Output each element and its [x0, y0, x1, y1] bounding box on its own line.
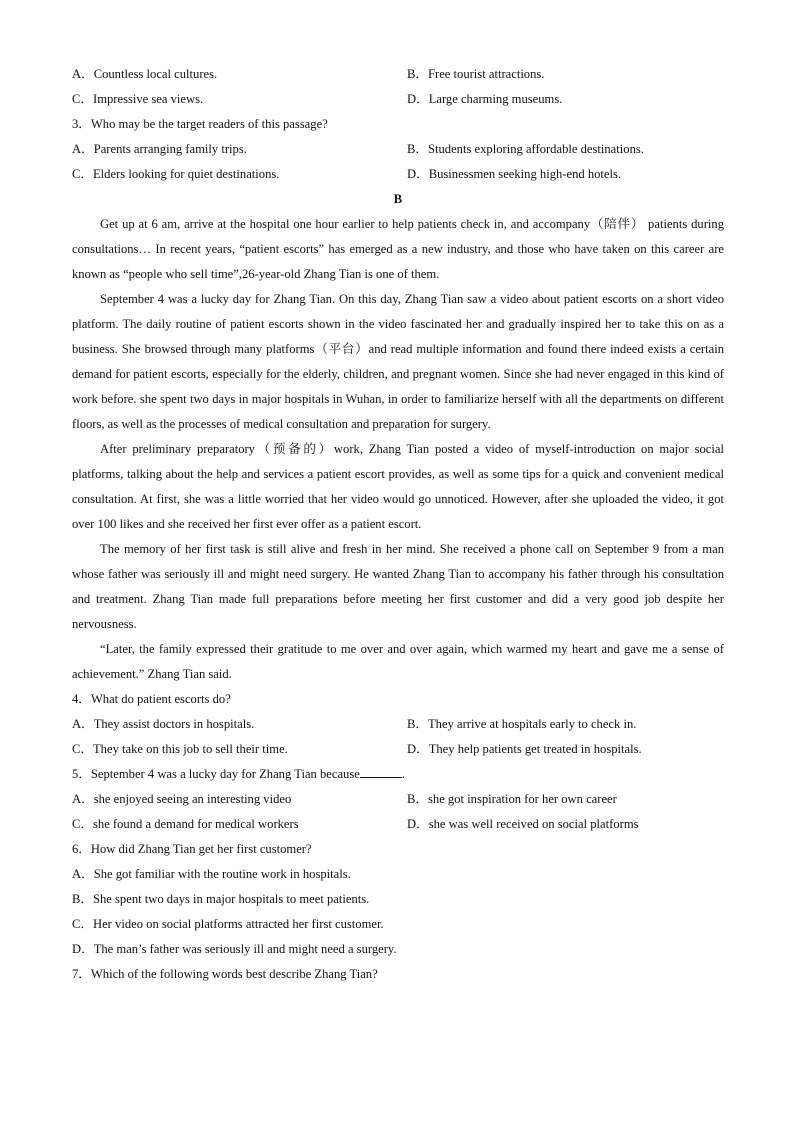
q4-option-a: A．They assist doctors in hospitals. — [72, 717, 255, 731]
q5-option-d: D．she was well received on social platforms — [407, 817, 639, 831]
q6-option-a: A．She got familiar with the routine work in hospitals. — [72, 867, 351, 881]
q3-options-row-2 — [72, 162, 724, 187]
q2-option-b: B．Free tourist attractions. — [407, 67, 545, 81]
q4-option-d: D．They help patients get treated in hospitals. — [407, 742, 642, 756]
passage-paragraph-3: After preliminary preparatory（预备的）work, Zhang Tian posted a video of myself-introduction on major social platforms, talking about the help and services a patient escort provides, as well as some tips for a quick and convenient medical consultation. At first, she was a little worried that her video would go unnoticed. However, after she uploaded the video, it got over 100 likes and she received her first ever offer as a patient escort. — [72, 442, 724, 531]
q6-option-c: C．Her video on social platforms attracted her first customer. — [72, 917, 384, 931]
q5-stem-line — [72, 762, 724, 787]
q5-option-a: A．she enjoyed seeing an interesting video — [72, 792, 292, 806]
q6-option-b: B．She spent two days in major hospitals to meet patients. — [72, 892, 370, 906]
q2-option-d: D．Large charming museums. — [407, 92, 563, 106]
q5-option-b: B．she got inspiration for her own career — [407, 792, 617, 806]
q2-option-a: A．Countless local cultures. — [72, 67, 218, 81]
q4-option-b: B．They arrive at hospitals early to check in. — [407, 717, 637, 731]
q3-option-d: D．Businessmen seeking high-end hotels. — [407, 167, 622, 181]
q6-option-d: D．The man’s father was seriously ill and might need a surgery. — [72, 942, 397, 956]
q2-options-row-1 — [72, 62, 724, 87]
q3-option-a: A．Parents arranging family trips. — [72, 142, 247, 156]
q4-stem: 4．What do patient escorts do? — [72, 692, 231, 706]
q3-option-c: C．Elders looking for quiet destinations. — [72, 167, 280, 181]
passage-paragraph-5: “Later, the family expressed their gratitude to me over and over again, which warmed my heart and gave me a sense of achievement.” Zhang Tian said. — [72, 642, 724, 681]
q6-stem: 6．How did Zhang Tian get her first customer? — [72, 842, 312, 856]
passage-paragraph-4: The memory of her first task is still alive and fresh in her mind. She received a phone call on September 9 from a man whose father was seriously ill and might need surgery. He wanted Zhang Tian to accompany his father through his consultation and treatment. Zhang Tian made full preparations before meeting her first customer and did a very good job despite her nervousness. — [72, 542, 724, 631]
passage-paragraph-2: September 4 was a lucky day for Zhang Tian. On this day, Zhang Tian saw a video about patient escorts on a short video platform. The daily routine of patient escorts shown in the video fascinated her and gradually inspired her to take this on as a business. She browsed through many platforms（平台）and read multiple information and found there indeed exists a certain demand for patient escorts, especially for the elderly, children, and pregnant women. Since she had never engaged in this kind of work before. she spent two days in major hospitals in Wuhan, in order to familiarize herself with all the departments on different floors, as well as the processes of medical consultation and preparation for surgery. — [72, 292, 724, 431]
q5-answer-blank — [360, 764, 402, 778]
section-b-title: B — [393, 192, 403, 206]
q5-options-row-1 — [72, 787, 724, 812]
passage-paragraph-1: Get up at 6 am, arrive at the hospital one hour earlier to help patients check in, and accompany（陪伴） patients during consultations… In recent years, “patient escorts” has emerged as a new industry, and those who have taken on this career are known as “people who sell time”,26-year-old Zhang Tian is one of them. — [72, 217, 724, 281]
q2-options-row-2 — [72, 87, 724, 112]
page-content — [72, 62, 724, 987]
q4-options-row-2 — [72, 737, 724, 762]
q5-stem: 5．September 4 was a lucky day for Zhang Tian because — [72, 767, 360, 781]
q7-stem: 7．Which of the following words best describe Zhang Tian? — [72, 967, 378, 981]
q3-options-row-1 — [72, 137, 724, 162]
q3-option-b: B．Students exploring affordable destinations. — [407, 142, 644, 156]
q4-options-row-1 — [72, 712, 724, 737]
q5-options-row-2 — [72, 812, 724, 837]
q4-option-c: C．They take on this job to sell their time. — [72, 742, 288, 756]
q3-stem: 3．Who may be the target readers of this passage? — [72, 117, 328, 131]
q5-option-c: C．she found a demand for medical workers — [72, 817, 299, 831]
q5-stem-end: . — [401, 767, 405, 781]
q2-option-c: C．Impressive sea views. — [72, 92, 204, 106]
